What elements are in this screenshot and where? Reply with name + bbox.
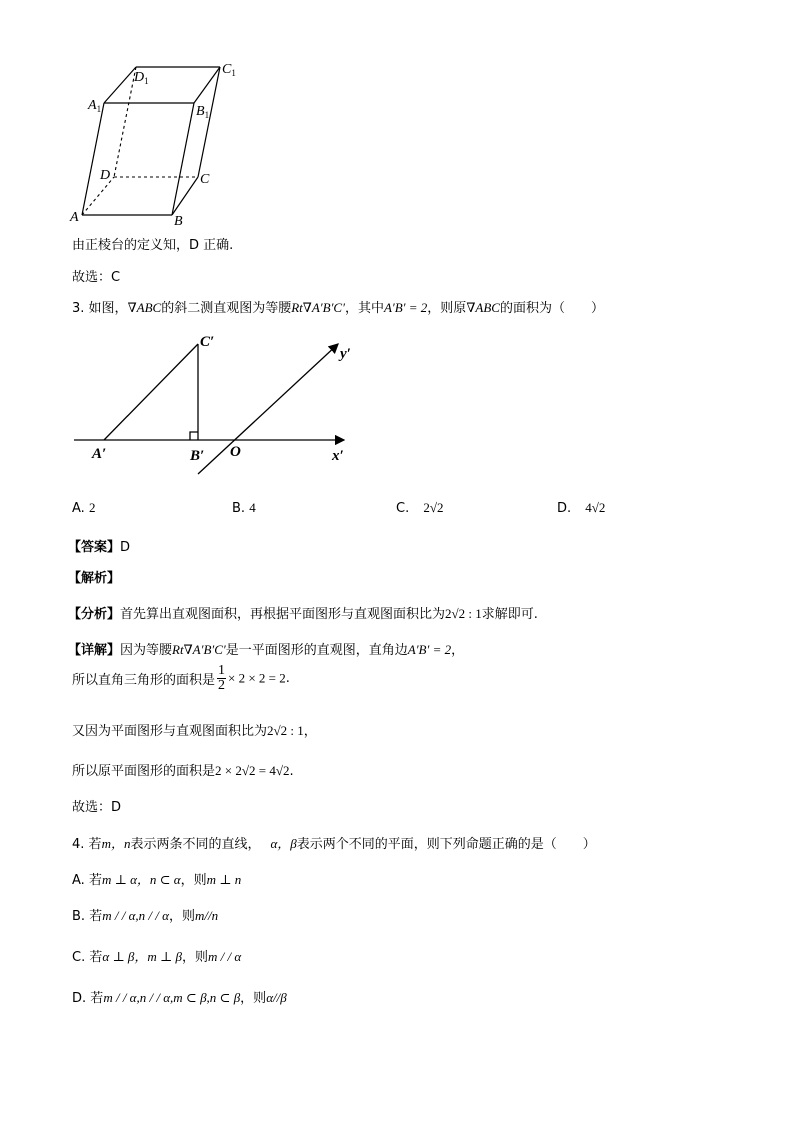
label-A-prime: A′ [92, 446, 107, 462]
option-value: 2√2 [423, 500, 444, 515]
option-label: D. [557, 501, 572, 516]
option-text: 若 [90, 991, 104, 1006]
q3-right-triangle: Rt∇A′B′C′ [291, 300, 345, 315]
answer-tag: 【答案】 [68, 540, 121, 555]
fraction-one-half: $\frac{1}{2}$ [218, 663, 226, 693]
xiangjie-eq: A′B′ = 2 [407, 642, 452, 657]
xiangjie-tag: 【详解】 [68, 643, 121, 658]
xiangjie-text: 是一平面图形的直观图，直角边 [225, 643, 408, 658]
q4-number: 4. [72, 837, 85, 852]
q3-choice: 故选：D [72, 800, 122, 815]
q3-stem [72, 297, 604, 316]
label-B: B [174, 214, 183, 229]
q3-option-c[interactable] [396, 500, 444, 516]
q3-fenxi [68, 603, 538, 622]
label-A1: $A_1$ [88, 98, 102, 114]
result-text: 所以原平面图形的面积是 [72, 764, 216, 779]
q3-triangle-abc: ∇ABC [127, 300, 162, 315]
q3-number: 3. [72, 301, 85, 316]
option-text: ，则 [240, 991, 267, 1006]
option-value: 4 [249, 500, 256, 515]
q2-choice: 故选：C [72, 270, 121, 285]
q4-planes: α，β [270, 836, 297, 851]
option-conclusion: α//β [266, 990, 287, 1005]
q4-option-a[interactable] [72, 869, 241, 888]
parallelepiped-figure [60, 55, 260, 235]
xiangjie-text: 因为等腰 [120, 643, 173, 658]
q3-stem-part: 的斜二测直观图为等腰 [161, 301, 292, 316]
fenxi-ratio: 2√2 : 1 [445, 606, 482, 621]
q4-option-c[interactable] [72, 946, 241, 965]
label-O: O [230, 444, 241, 460]
q3-stem-part: ，则原 [427, 301, 467, 316]
q4-stem-part: 表示两条不同的直线， [130, 837, 261, 852]
option-label: B. [72, 909, 86, 924]
q3-stem-part: 如图， [88, 301, 128, 316]
label-C1: $C_1$ [222, 62, 236, 78]
option-condition: m ⊥ α，n ⊂ α [101, 872, 181, 887]
label-C: C [200, 172, 210, 187]
option-label: A. [72, 501, 85, 516]
option-text: 若 [89, 950, 103, 965]
label-x-prime: x′ [332, 448, 344, 464]
option-conclusion: m//n [194, 908, 219, 923]
area-period: . [285, 671, 290, 686]
option-label: B. [232, 501, 246, 516]
q3-triangle-abc-2: ∇ABC [466, 300, 500, 315]
option-conclusion: m ⊥ n [206, 872, 242, 887]
option-label: C. [72, 950, 86, 965]
ratio-text: 又因为平面图形与直观图面积比为 [72, 724, 268, 739]
area-eq: × 2 × 2 = 2 [228, 670, 286, 686]
option-text: ，则 [168, 909, 195, 924]
q3-option-a[interactable] [72, 500, 95, 516]
fenxi-text: 首先算出直观图面积，再根据平面图形与直观图面积比为 [120, 607, 446, 622]
q3-option-b[interactable] [232, 500, 256, 516]
q3-area-line [72, 664, 290, 693]
q3-ratio-line [72, 720, 317, 739]
option-text: 若 [88, 873, 102, 888]
option-text: ，则 [182, 950, 209, 965]
label-D1: $D_1$ [134, 70, 149, 86]
ratio-comma: ， [303, 724, 317, 739]
q4-stem-part: 表示两个不同的平面，则下列命题正确的是（ ） [296, 837, 596, 852]
q3-result-line [72, 760, 294, 779]
analysis-tag: 【解析】 [68, 571, 121, 586]
q3-option-d[interactable] [557, 500, 605, 516]
area-text: 所以直角三角形的面积是 [72, 673, 216, 688]
label-B1: $B_1$ [196, 104, 210, 120]
xiangjie-triangle: Rt∇A′B′C′ [172, 642, 226, 657]
q3-xiangjie [68, 639, 464, 658]
q4-stem [72, 833, 596, 852]
result-period: . [289, 764, 294, 779]
option-label: C. [396, 501, 410, 516]
option-condition: m / / α,n / / α [102, 908, 169, 923]
q3-length-eq: A′B′ = 2 [383, 300, 428, 315]
option-label: A. [72, 873, 85, 888]
q3-answer [68, 536, 130, 555]
oblique-projection-figure [70, 330, 370, 480]
label-y-prime: y′ [340, 346, 351, 362]
ratio-value: 2√2 : 1 [267, 723, 304, 738]
option-condition: m / / α,n / / α,m ⊂ β,n ⊂ β [103, 990, 241, 1005]
q4-lines: m，n [101, 836, 131, 851]
fenxi-text: 求解即可. [481, 607, 538, 622]
option-value: 2 [88, 500, 96, 515]
label-D: D [100, 168, 111, 183]
xiangjie-text: ， [451, 643, 465, 658]
q4-stem-part: 若 [88, 837, 102, 852]
option-value: 4√2 [585, 500, 606, 515]
q4-option-b[interactable] [72, 905, 218, 924]
option-conclusion: m / / α [208, 949, 242, 964]
fenxi-tag: 【分析】 [68, 607, 121, 622]
q3-stem-part: ，其中 [344, 301, 384, 316]
label-C-prime: C′ [200, 334, 215, 350]
q2-conclusion: 由正棱台的定义知，D 正确. [72, 238, 234, 253]
option-text: 若 [89, 909, 103, 924]
q3-analysis-heading [68, 567, 120, 586]
option-label: D. [72, 991, 87, 1006]
q4-option-d[interactable] [72, 987, 287, 1006]
answer-value: D [120, 540, 131, 555]
label-B-prime: B′ [190, 448, 205, 464]
q3-stem-part: 的面积为（ ） [499, 301, 604, 316]
label-A: A [70, 210, 79, 225]
result-eq: 2 × 2√2 = 4√2 [215, 763, 290, 778]
option-text: ，则 [180, 873, 207, 888]
option-condition: α ⊥ β，m ⊥ β [102, 949, 182, 964]
